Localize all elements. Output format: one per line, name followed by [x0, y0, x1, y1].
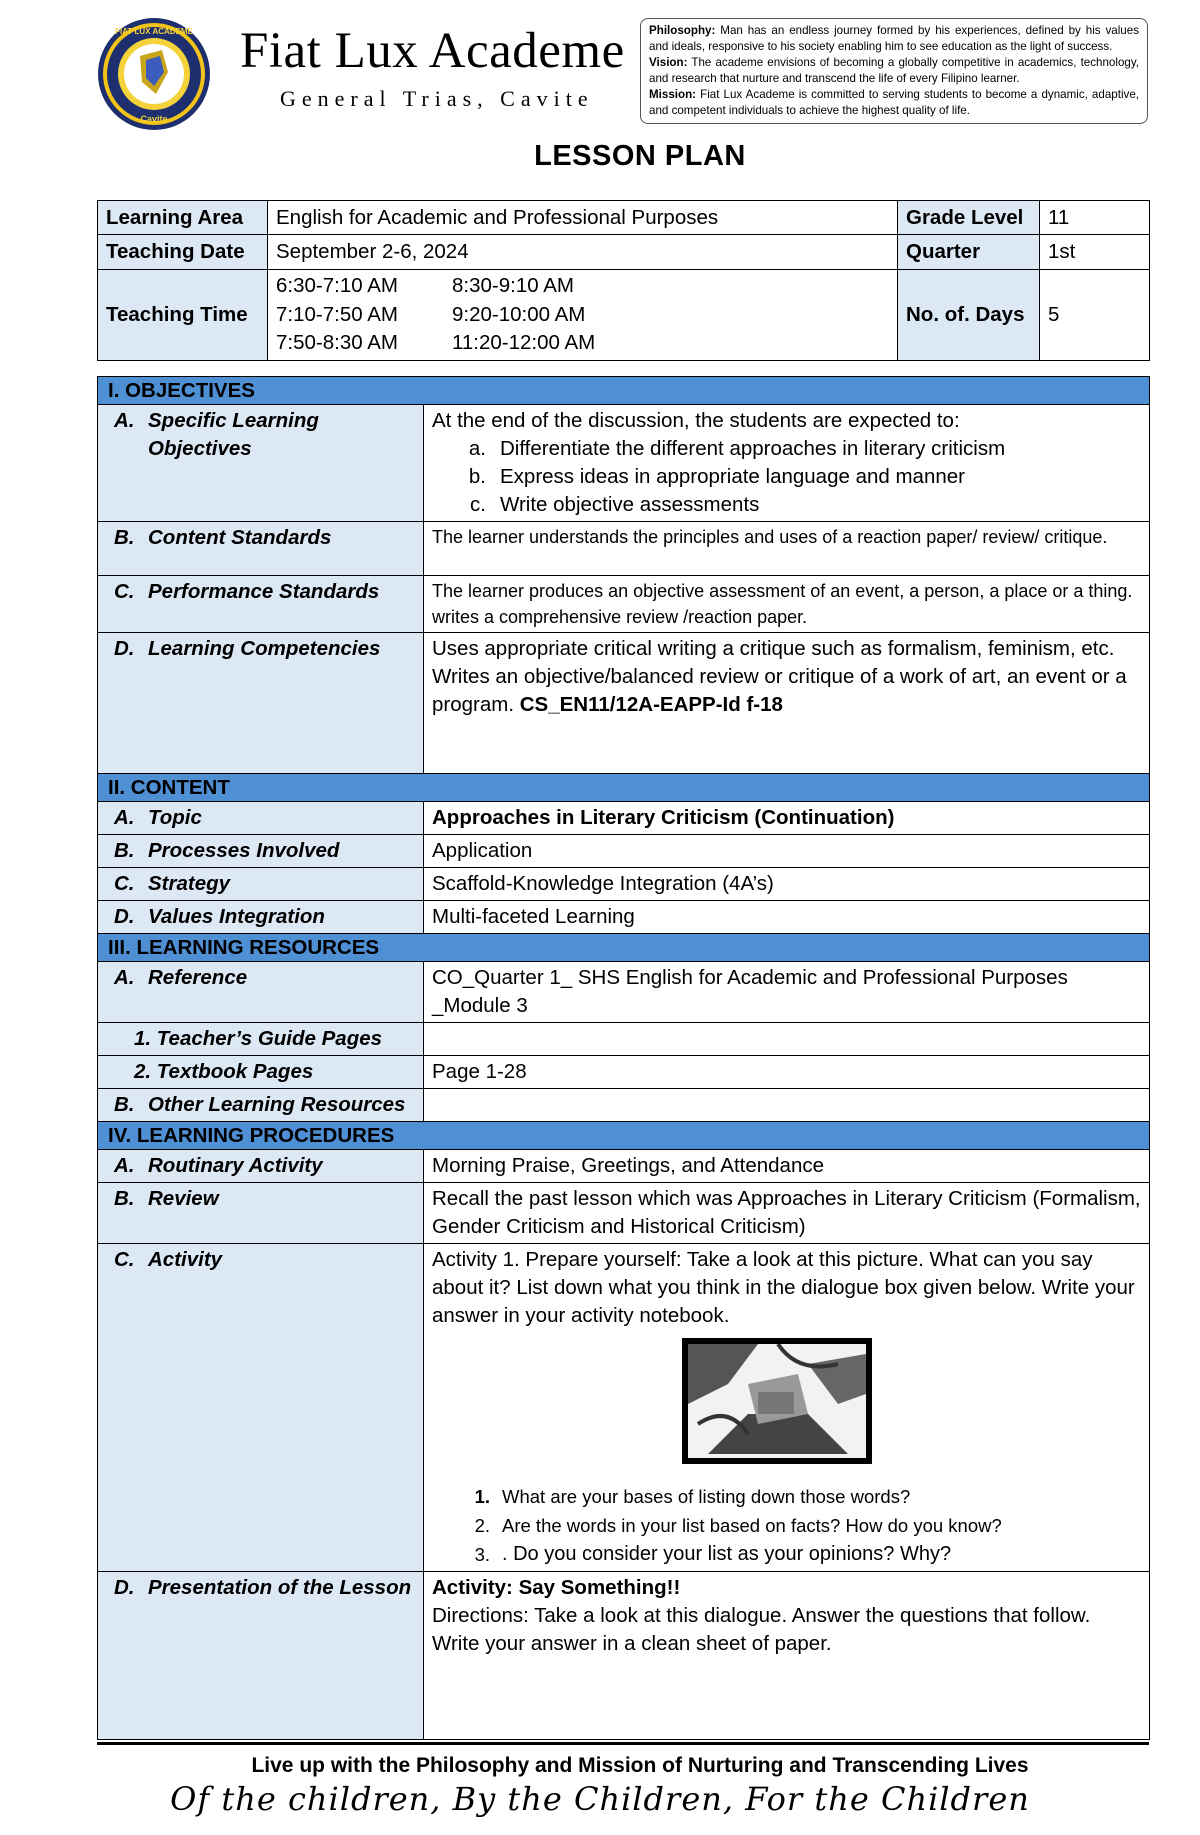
content-heading: II. CONTENT	[98, 774, 1150, 802]
grade-level-value: 11	[1040, 201, 1150, 235]
objectives-heading: I. OBJECTIVES	[98, 377, 1150, 405]
footer-divider	[97, 1742, 1149, 1745]
routinary-activity-value: Morning Praise, Greetings, and Attendance	[424, 1150, 1150, 1183]
specific-objectives-label: A. Specific Learning Objectives	[98, 405, 424, 522]
objectives-list	[432, 435, 1141, 519]
review-value: Recall the past lesson which was Approaches in Literary Criticism (Formalism, Gender Criticism and Historical Criticism)	[424, 1183, 1150, 1244]
activity-label: C. Activity	[98, 1244, 424, 1572]
page-title: LESSON PLAN	[534, 140, 746, 172]
topic-label: A. Topic	[98, 802, 424, 835]
footer-tagline: Of the children, By the Children, For the Children	[170, 1780, 1030, 1818]
time-slot: 7:10-7:50 AM	[276, 302, 398, 326]
quarter-value: 1st	[1040, 235, 1150, 270]
presentation-directions: Directions: Take a look at this dialogue. Answer the questions that follow. Write your answer in a clean sheet of paper.	[432, 1604, 1091, 1655]
list-item: c. Write objective assessments	[470, 493, 760, 516]
teaching-date-label: Teaching Date	[98, 235, 268, 270]
document-header	[0, 0, 1200, 140]
learning-competencies-value: Uses appropriate critical writing a critique such as formalism, feminism, etc. Writes an objective/balanced review or critique of a work of art, an event or a program. CS_EN11/12A-EAPP-Id f-18	[424, 633, 1150, 774]
teaching-time-label: Teaching Time	[98, 270, 268, 361]
days-value: 5	[1040, 270, 1150, 361]
competency-code: CS_EN11/12A-EAPP-Id f-18	[519, 693, 783, 716]
teaching-date-value: September 2-6, 2024	[268, 235, 898, 270]
presentation-label: D. Presentation of the Lesson	[98, 1572, 424, 1740]
specific-objectives-value	[424, 405, 1150, 522]
list-item: 3. . Do you consider your list as your opinions? Why?	[474, 1543, 952, 1565]
vision-label: Vision:	[649, 56, 688, 69]
philosophy-label: Philosophy:	[649, 24, 716, 37]
philosophy-text: Man has an endless journey formed by his experiences, defined by his values and ideals, responsive to his society enabling him to see education as the light of success.	[649, 24, 1139, 53]
activity-picture-image	[682, 1338, 872, 1464]
svg-text:Cavite: Cavite	[140, 114, 168, 124]
list-item: 1. What are your bases of listing down those words?	[474, 1486, 911, 1507]
quarter-label: Quarter	[898, 235, 1040, 270]
days-label: No. of. Days	[898, 270, 1040, 361]
routinary-activity-label: A. Routinary Activity	[98, 1150, 424, 1183]
reference-value: CO_Quarter 1_ SHS English for Academic and Professional Purposes _Module 3	[424, 962, 1150, 1023]
grade-level-label: Grade Level	[898, 201, 1040, 235]
svg-text:FIAT LUX ACADEME: FIAT LUX ACADEME	[115, 27, 193, 36]
activity-text: Activity 1. Prepare yourself: Take a look at this picture. What can you say about it? List down what you think in the dialogue box given below. Write your answer in your activity notebook.	[432, 1248, 1135, 1327]
presentation-value	[424, 1572, 1150, 1740]
values-integration-value: Multi-faceted Learning	[424, 901, 1150, 934]
list-item: 2. Are the words in your list based on facts? How do you know?	[474, 1515, 1002, 1536]
performance-standards-value: The learner produces an objective assessment of an event, a person, a place or a thing. writes a comprehensive review /reaction paper.	[424, 576, 1150, 633]
teachers-guide-label: 1. Teacher’s Guide Pages	[98, 1023, 424, 1056]
footer-motto: Live up with the Philosophy and Mission of Nurturing and Transcending Lives	[251, 1754, 1029, 1777]
time-slot: 11:20-12:00 AM	[452, 331, 596, 354]
content-standards-value: The learner understands the principles and uses of a reaction paper/ review/ critique.	[424, 522, 1150, 576]
time-slot: 8:30-9:10 AM	[452, 274, 574, 297]
learning-competencies-label: D. Learning Competencies	[98, 633, 424, 774]
learning-area-label: Learning Area	[98, 201, 268, 235]
performance-standards-label: C. Performance Standards	[98, 576, 424, 633]
reference-label: A. Reference	[98, 962, 424, 1023]
mission-text: Fiat Lux Academe is committed to serving students to become a dynamic, adaptive, and competent individuals to achieve the highest quality of life.	[649, 88, 1139, 117]
teaching-time-value	[268, 270, 898, 361]
strategy-value: Scaffold-Knowledge Integration (4A’s)	[424, 868, 1150, 901]
school-seal-icon	[96, 16, 212, 132]
school-location: General Trias, Cavite	[280, 86, 594, 111]
textbook-pages-value: Page 1-28	[424, 1056, 1150, 1089]
philosophy-vision-mission-box	[640, 18, 1148, 124]
mission-label: Mission:	[649, 88, 697, 101]
list-item: b. Express ideas in appropriate language and manner	[468, 465, 965, 488]
time-slot: 9:20-10:00 AM	[452, 302, 586, 326]
values-integration-label: D. Values Integration	[98, 901, 424, 934]
review-label: B. Review	[98, 1183, 424, 1244]
lesson-info-table	[97, 200, 1150, 361]
vision-text: The academe envisions of becoming a globally competitive in academics, technology, and research that nurture and transcend the life of every Filipino learner.	[649, 56, 1140, 85]
strategy-label: C. Strategy	[98, 868, 424, 901]
resources-heading: III. LEARNING RESOURCES	[98, 934, 1150, 962]
other-resources-value	[424, 1089, 1150, 1122]
list-item: a. Differentiate the different approaches in literary criticism	[468, 437, 1006, 460]
presentation-title: Activity: Say Something!!	[432, 1576, 681, 1599]
activity-value	[424, 1244, 1150, 1572]
teachers-guide-value	[424, 1023, 1150, 1056]
lesson-plan-table	[97, 376, 1150, 1740]
objectives-intro: At the end of the discussion, the students are expected to:	[432, 409, 960, 432]
content-standards-label: B. Content Standards	[98, 522, 424, 576]
learning-area-value: English for Academic and Professional Purposes	[268, 201, 898, 235]
time-slot: 6:30-7:10 AM	[276, 274, 398, 297]
textbook-pages-label: 2. Textbook Pages	[98, 1056, 424, 1089]
other-resources-label: B. Other Learning Resources	[98, 1089, 424, 1122]
topic-value: Approaches in Literary Criticism (Continuation)	[424, 802, 1150, 835]
time-slot: 7:50-8:30 AM	[276, 331, 398, 354]
procedures-heading: IV. LEARNING PROCEDURES	[98, 1122, 1150, 1150]
processes-label: B. Processes Involved	[98, 835, 424, 868]
processes-value: Application	[424, 835, 1150, 868]
school-name: Fiat Lux Academe	[240, 23, 625, 79]
